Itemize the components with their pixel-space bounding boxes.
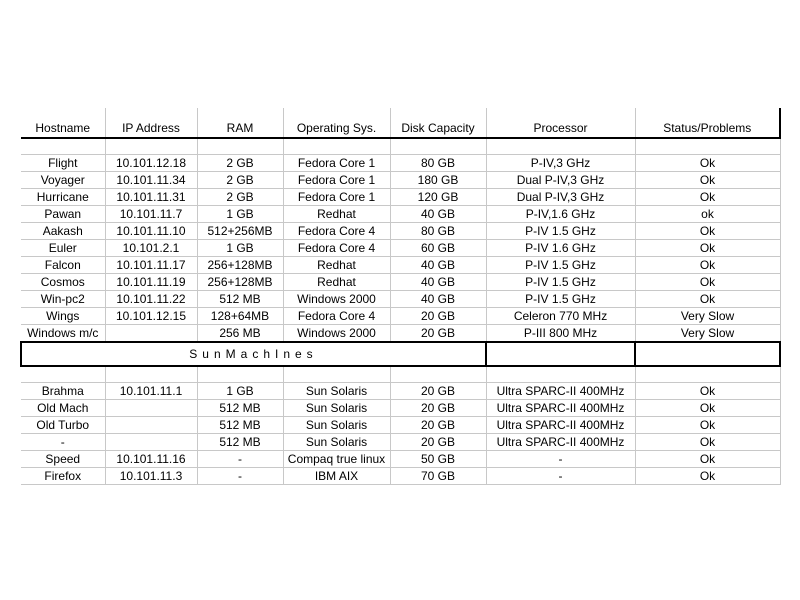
hostname-cell[interactable]: Pawan <box>21 206 105 223</box>
os-cell[interactable]: IBM AIX <box>283 468 390 485</box>
disk-cell[interactable]: 120 GB <box>390 189 486 206</box>
ram-cell[interactable]: 2 GB <box>197 189 283 206</box>
ram-cell[interactable]: 256+128MB <box>197 257 283 274</box>
os-cell[interactable]: Fedora Core 4 <box>283 240 390 257</box>
disk-cell[interactable]: 40 GB <box>390 206 486 223</box>
blank-row <box>21 138 780 155</box>
sun-machines-body <box>21 383 780 485</box>
os-cell[interactable]: Sun Solaris <box>283 434 390 451</box>
disk-cell[interactable]: 70 GB <box>390 468 486 485</box>
ip-cell[interactable]: 10.101.2.1 <box>105 240 197 257</box>
ram-cell[interactable]: 2 GB <box>197 155 283 172</box>
status-cell[interactable]: Ok <box>635 172 780 189</box>
table-row <box>21 240 780 257</box>
disk-cell[interactable]: 20 GB <box>390 417 486 434</box>
processor-cell[interactable]: P-IV 1.5 GHz <box>486 223 635 240</box>
table-row <box>21 383 780 400</box>
hostname-cell[interactable]: Euler <box>21 240 105 257</box>
disk-cell[interactable]: 80 GB <box>390 223 486 240</box>
section-row <box>21 342 780 366</box>
processor-cell[interactable]: P-IV 1.5 GHz <box>486 274 635 291</box>
disk-cell[interactable]: 20 GB <box>390 383 486 400</box>
ip-cell[interactable]: 10.101.11.1 <box>105 383 197 400</box>
hostname-cell[interactable]: Cosmos <box>21 274 105 291</box>
status-cell[interactable]: Ok <box>635 223 780 240</box>
ip-cell[interactable] <box>105 417 197 434</box>
ip-cell[interactable]: 10.101.12.18 <box>105 155 197 172</box>
disk-cell[interactable]: 20 GB <box>390 434 486 451</box>
header-cell[interactable]: Hostname <box>21 108 105 138</box>
processor-cell[interactable]: - <box>486 468 635 485</box>
status-cell[interactable]: Ok <box>635 451 780 468</box>
header-cell[interactable]: Operating Sys. <box>283 108 390 138</box>
table-row <box>21 257 780 274</box>
ip-cell[interactable]: 10.101.11.31 <box>105 189 197 206</box>
os-cell[interactable]: Fedora Core 4 <box>283 308 390 325</box>
ram-cell[interactable]: - <box>197 451 283 468</box>
hostname-cell[interactable]: Voyager <box>21 172 105 189</box>
processor-cell[interactable]: Ultra SPARC-II 400MHz <box>486 400 635 417</box>
ram-cell[interactable]: 512+256MB <box>197 223 283 240</box>
hostname-cell[interactable]: Firefox <box>21 468 105 485</box>
hostname-cell[interactable]: - <box>21 434 105 451</box>
header-cell[interactable]: RAM <box>197 108 283 138</box>
disk-cell[interactable]: 40 GB <box>390 291 486 308</box>
header-cell[interactable]: Processor <box>486 108 635 138</box>
disk-cell[interactable]: 20 GB <box>390 308 486 325</box>
hostname-cell[interactable]: Falcon <box>21 257 105 274</box>
hostname-cell[interactable]: Hurricane <box>21 189 105 206</box>
status-cell[interactable]: Ok <box>635 189 780 206</box>
os-cell[interactable]: Redhat <box>283 257 390 274</box>
empty-cell[interactable] <box>486 342 635 366</box>
os-cell[interactable]: Redhat <box>283 206 390 223</box>
status-cell[interactable]: Ok <box>635 400 780 417</box>
table-row <box>21 274 780 291</box>
table-row <box>21 223 780 240</box>
status-cell[interactable]: Ok <box>635 468 780 485</box>
ram-cell[interactable]: 1 GB <box>197 383 283 400</box>
empty-cell[interactable] <box>105 138 197 155</box>
empty-cell[interactable] <box>21 138 105 155</box>
ip-cell[interactable]: 10.101.11.7 <box>105 206 197 223</box>
status-cell[interactable]: Ok <box>635 383 780 400</box>
empty-cell[interactable] <box>197 138 283 155</box>
os-cell[interactable]: Sun Solaris <box>283 400 390 417</box>
disk-cell[interactable]: 40 GB <box>390 257 486 274</box>
disk-cell[interactable]: 50 GB <box>390 451 486 468</box>
status-cell[interactable]: Ok <box>635 240 780 257</box>
ip-cell[interactable]: 10.101.11.34 <box>105 172 197 189</box>
disk-cell[interactable]: 20 GB <box>390 400 486 417</box>
main-machines-body <box>21 155 780 343</box>
status-cell[interactable]: Very Slow <box>635 308 780 325</box>
table-row <box>21 468 780 485</box>
os-cell[interactable]: Fedora Core 1 <box>283 155 390 172</box>
disk-cell[interactable]: 180 GB <box>390 172 486 189</box>
ram-cell[interactable]: 256 MB <box>197 325 283 343</box>
processor-cell[interactable]: - <box>486 451 635 468</box>
empty-cell[interactable] <box>105 366 197 383</box>
empty-cell[interactable] <box>486 366 635 383</box>
status-cell[interactable]: ok <box>635 206 780 223</box>
processor-cell[interactable]: Ultra SPARC-II 400MHz <box>486 434 635 451</box>
disk-cell[interactable]: 80 GB <box>390 155 486 172</box>
ram-cell[interactable]: 512 MB <box>197 434 283 451</box>
processor-cell[interactable]: P-IV,1.6 GHz <box>486 206 635 223</box>
os-cell[interactable]: Windows 2000 <box>283 325 390 343</box>
empty-cell[interactable] <box>283 138 390 155</box>
os-cell[interactable]: Fedora Core 1 <box>283 172 390 189</box>
table-row <box>21 172 780 189</box>
empty-cell[interactable] <box>197 366 283 383</box>
processor-cell[interactable]: Celeron 770 MHz <box>486 308 635 325</box>
status-cell[interactable]: Ok <box>635 291 780 308</box>
ip-cell[interactable]: 10.101.11.17 <box>105 257 197 274</box>
processor-cell[interactable]: Ultra SPARC-II 400MHz <box>486 417 635 434</box>
empty-cell[interactable] <box>390 138 486 155</box>
processor-cell[interactable]: P-IV 1.5 GHz <box>486 291 635 308</box>
status-cell[interactable]: Ok <box>635 257 780 274</box>
disk-cell[interactable]: 20 GB <box>390 325 486 343</box>
header-cell[interactable]: Disk Capacity <box>390 108 486 138</box>
hostname-cell[interactable]: Aakash <box>21 223 105 240</box>
blank-row <box>21 366 780 383</box>
table-row <box>21 155 780 172</box>
status-cell[interactable]: Ok <box>635 274 780 291</box>
table-row <box>21 308 780 325</box>
disk-cell[interactable]: 40 GB <box>390 274 486 291</box>
ram-cell[interactable]: 512 MB <box>197 291 283 308</box>
table-row <box>21 291 780 308</box>
hostname-cell[interactable]: Old Turbo <box>21 417 105 434</box>
ip-cell[interactable] <box>105 325 197 343</box>
os-cell[interactable]: Sun Solaris <box>283 383 390 400</box>
ip-cell[interactable]: 10.101.11.19 <box>105 274 197 291</box>
table-row <box>21 189 780 206</box>
header-cell[interactable]: Status/Problems <box>635 108 780 138</box>
hostname-cell[interactable]: Win-pc2 <box>21 291 105 308</box>
os-cell[interactable]: Compaq true linux <box>283 451 390 468</box>
table-row <box>21 451 780 468</box>
header-row <box>21 108 780 138</box>
hostname-cell[interactable]: Flight <box>21 155 105 172</box>
status-cell[interactable]: Ok <box>635 155 780 172</box>
hostname-cell[interactable]: Brahma <box>21 383 105 400</box>
table-row <box>21 206 780 223</box>
table-row <box>21 434 780 451</box>
empty-cell[interactable] <box>486 138 635 155</box>
empty-cell[interactable] <box>21 366 105 383</box>
ram-cell[interactable]: 1 GB <box>197 206 283 223</box>
empty-cell[interactable] <box>635 366 780 383</box>
ip-cell[interactable]: 10.101.11.10 <box>105 223 197 240</box>
processor-cell[interactable]: Dual P-IV,3 GHz <box>486 172 635 189</box>
processor-cell[interactable]: P-III 800 MHz <box>486 325 635 343</box>
empty-cell[interactable] <box>635 342 780 366</box>
hostname-cell[interactable]: Speed <box>21 451 105 468</box>
processor-cell[interactable]: Dual P-IV,3 GHz <box>486 189 635 206</box>
ram-cell[interactable]: 256+128MB <box>197 274 283 291</box>
ip-cell[interactable] <box>105 400 197 417</box>
status-cell[interactable]: Ok <box>635 434 780 451</box>
os-cell[interactable]: Redhat <box>283 274 390 291</box>
spreadsheet <box>20 108 781 485</box>
status-cell[interactable]: Very Slow <box>635 325 780 343</box>
empty-cell[interactable] <box>390 366 486 383</box>
header-cell[interactable]: IP Address <box>105 108 197 138</box>
hostname-cell[interactable]: Windows m/c <box>21 325 105 343</box>
status-cell[interactable]: Ok <box>635 417 780 434</box>
ram-cell[interactable]: 1 GB <box>197 240 283 257</box>
table-row <box>21 400 780 417</box>
ip-cell[interactable]: 10.101.11.3 <box>105 468 197 485</box>
processor-cell[interactable]: P-IV 1.6 GHz <box>486 240 635 257</box>
disk-cell[interactable]: 60 GB <box>390 240 486 257</box>
ram-cell[interactable]: 2 GB <box>197 172 283 189</box>
processor-cell[interactable]: Ultra SPARC-II 400MHz <box>486 383 635 400</box>
ip-cell[interactable]: 10.101.11.22 <box>105 291 197 308</box>
section-title[interactable]: SunMachInes <box>21 342 486 366</box>
empty-cell[interactable] <box>635 138 780 155</box>
os-cell[interactable]: Sun Solaris <box>283 417 390 434</box>
processor-cell[interactable]: P-IV,3 GHz <box>486 155 635 172</box>
ip-cell[interactable]: 10.101.11.16 <box>105 451 197 468</box>
hostname-cell[interactable]: Wings <box>21 308 105 325</box>
ram-cell[interactable]: 512 MB <box>197 417 283 434</box>
ram-cell[interactable]: 512 MB <box>197 400 283 417</box>
ram-cell[interactable]: - <box>197 468 283 485</box>
os-cell[interactable]: Fedora Core 4 <box>283 223 390 240</box>
table-row <box>21 325 780 343</box>
processor-cell[interactable]: P-IV 1.5 GHz <box>486 257 635 274</box>
empty-cell[interactable] <box>283 366 390 383</box>
machines-table <box>20 108 781 485</box>
hostname-cell[interactable]: Old Mach <box>21 400 105 417</box>
ram-cell[interactable]: 128+64MB <box>197 308 283 325</box>
ip-cell[interactable] <box>105 434 197 451</box>
os-cell[interactable]: Windows 2000 <box>283 291 390 308</box>
ip-cell[interactable]: 10.101.12.15 <box>105 308 197 325</box>
os-cell[interactable]: Fedora Core 1 <box>283 189 390 206</box>
table-row <box>21 417 780 434</box>
